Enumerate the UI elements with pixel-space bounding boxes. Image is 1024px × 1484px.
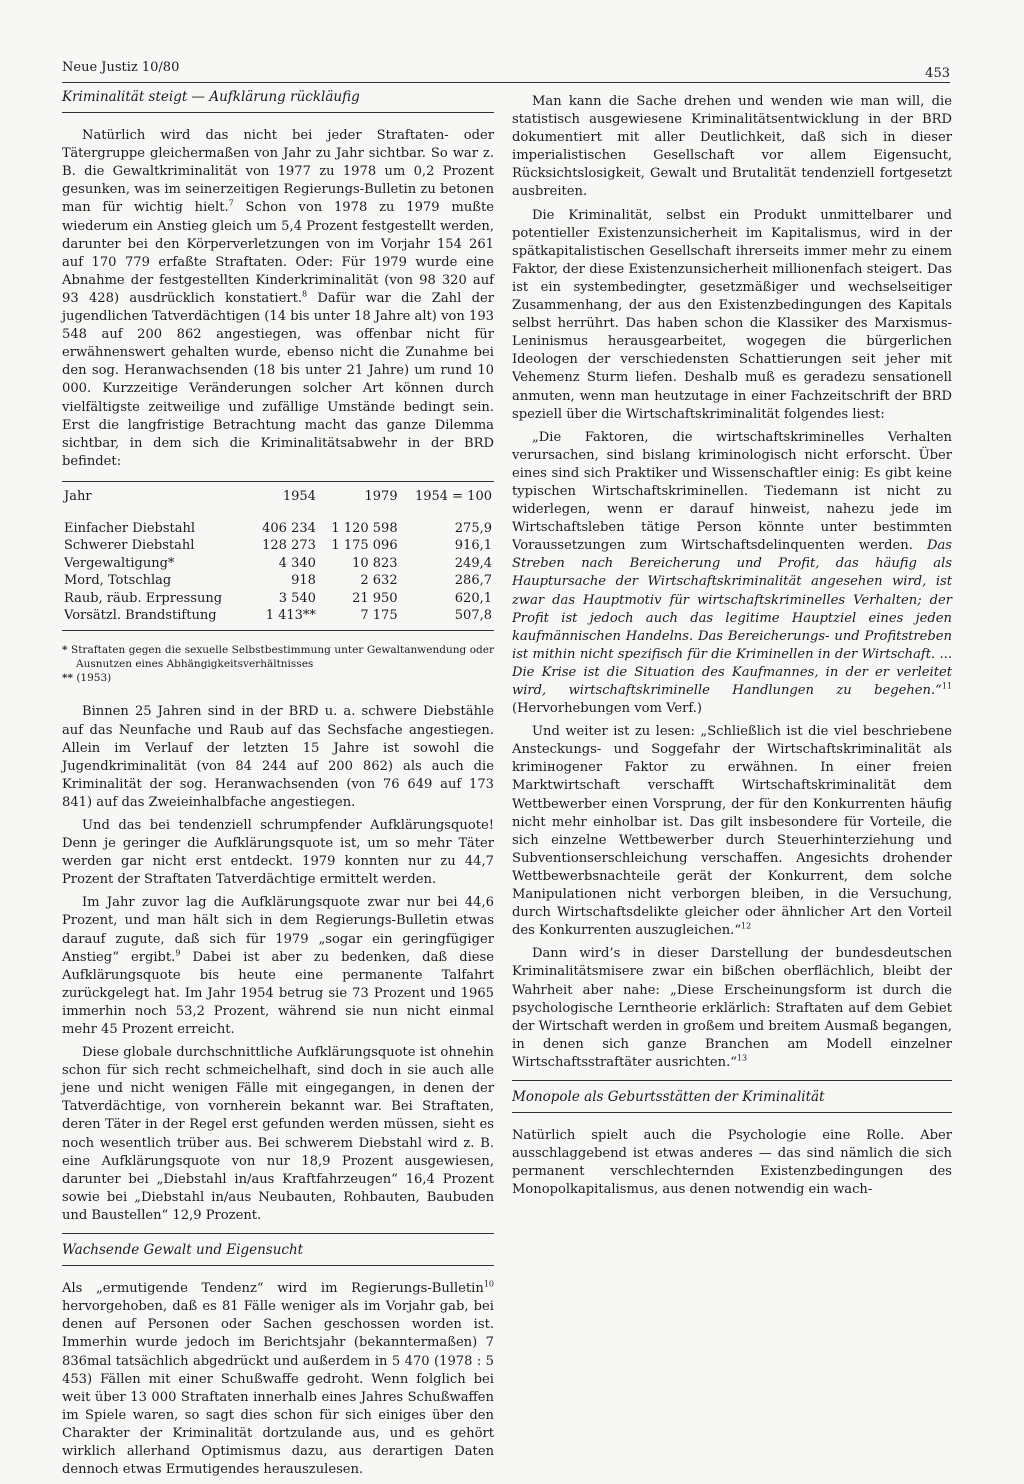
column-header: 1979 — [364, 488, 398, 504]
footnote-ref: 10 — [483, 1279, 494, 1289]
table-cell: 1 413** — [265, 608, 316, 623]
table-cell: 406 234 — [262, 520, 316, 536]
table-cell: 7 175 — [360, 608, 398, 623]
table-header-row — [62, 481, 494, 520]
table-cell: 275,9 — [454, 520, 492, 536]
footnote-ref: 9 — [175, 948, 181, 958]
table-cell: 21 950 — [352, 590, 398, 606]
table-cell: 1 175 096 — [331, 538, 398, 554]
table-cell: Einfacher Diebstahl — [64, 520, 196, 536]
table-cell: 918 — [291, 573, 316, 589]
column-header: 1954 — [282, 488, 316, 504]
table-row — [62, 590, 494, 607]
paragraph: Binnen 25 Jahren sind in der BRD u. a. schwere Diebstähle auf das Neunfache und Raub auf das Sechsfache angestiegen. Allein im Verlauf der letzten 15 Jahre ist sowohl die Jugendkriminalität (von 84 244 auf 200 862) als auch die Kriminalität der sog. Heranwachsenden (von 76 649 auf 173 841) auf das Zweieinhalbfache angestiegen. — [62, 704, 494, 810]
table-cell: Vergewaltigung* — [64, 555, 175, 571]
paragraph: Und das bei tendenziell schrumpfender Aufklärungsquote! Denn je geringer die Aufklärungsquote ist, um so mehr Täter werden gar nicht erst entdeckt. 1979 konnten nur zu 44,7 Prozent der Straftaten Tatverdächtige ermittelt werden. — [62, 817, 494, 888]
table-cell: Schwerer Diebstahl — [64, 538, 195, 554]
paragraph: Die Kriminalität, selbst ein Produkt unmittelbarer und potentieller Existenzunsicherheit im Kapitalismus, wird in der spätkapitalistischen Gesellschaft ihrerseits immer mehr zu einem Faktor, der diese Existenzunsicherheit millionenfach steigert. Das ist ein systembedingter, gesetzmäßiger und wechselseitiger Zusammenhang, der aus den Existenzbedingungen des Kapitals selbst herrührt. Das haben schon die Klassiker des Marxismus-Leninismus herausgearbeitet, wogegen die bürgerlichen Ideologen der verschiedensten Schattierungen seit jeher mit Vehemenz Sturm liefen. Deshalb muß es geradezu sensationell anmuten, wenn man heutzutage in einer Fachzeitschrift der BRD speziell über die Wirtschaftskriminalität folgendes liest: — [512, 207, 952, 422]
footnote-ref: 8 — [302, 289, 308, 299]
table-cell: Mord, Totschlag — [64, 573, 172, 589]
paragraph: Und weiter ist zu lesen: „Schließlich ist die viel beschriebene Ansteckungs- und Soggefahr der Wirtschaftskriminalität als krimінogener Faktor zu erwähnen. In einer freien Marktwirtschaft verschafft Wirtschaftskriminalität dem Wettbewerber einen Vorsprung, der für den Konkurrenten häufig nicht mehr einholbar ist. Das gilt insbesondere für Vorteile, die sich einzelne Wettbewerber durch Steuerhinterziehung und Subventionserschleichung verschaffen. Angesichts drohender Wettbewerbsnachteile gerät der Konkurrent, dem solche Manipulationen nicht verborgen bleiben, in die Versuchung, durch Wirtschaftsdelikte gleicher oder ähnlicher Art den Vorteil des Konkurrenten auszugleichen.“$^{12}$ — [512, 724, 952, 939]
section-heading-2: Wachsende Gewalt und Eigensucht — [62, 1233, 494, 1266]
column-header: Jahr — [64, 488, 92, 504]
page-number: 453 — [925, 66, 950, 81]
column-header: 1954 = 100 — [414, 488, 492, 504]
footnote-ref: 12 — [741, 921, 752, 931]
table-cell: 620,1 — [454, 590, 492, 606]
footnote-ref: 13 — [736, 1053, 748, 1063]
table-cell: Vorsätzl. Brandstiftung — [64, 608, 217, 623]
paragraph: Im Jahr zuvor lag die Aufklärungsquote zwar nur bei 44,6 Prozent, und man hält sich in dem Regierungs-Bulletin etwas darauf zugute, daß sich für 1979 „sogar ein geringfügiger Anstieg“ ergibt.$^9$ Dabei ist aber zu bedenken, daß diese Aufklärungsquote bis heute eine permanente Talfahrt zurückgelegt hat. Im Jahr 1954 betrug sie 73 Prozent und 1965 immerhin noch 53,2 Prozent, während sie nun nicht einmal mehr 45 Prozent erreicht. — [62, 895, 494, 1037]
table-cell: 2 632 — [360, 573, 398, 589]
table-cell: 1 120 598 — [331, 520, 398, 536]
table-row — [62, 537, 494, 554]
table-cell: 3 540 — [278, 590, 316, 606]
table-cell: 916,1 — [454, 538, 492, 554]
table-row — [62, 607, 494, 631]
table-cell: 286,7 — [454, 573, 492, 589]
footnote: ** (1953) — [62, 672, 112, 685]
table-cell: 507,8 — [454, 608, 492, 623]
section-heading-3: Monopole als Geburtsstätten der Kriminalität — [512, 1080, 952, 1113]
quotation: „Die Faktoren, die wirtschaftskriminelles Verhalten verursachen, sind bislang kriminologisch nicht erforscht. Über eines sind sich Praktiker und Wissenschaftler einig: Es gibt keine typischen Wirtschaftskriminellen. Tiedemann ist nicht zu widerlegen, wenn er darauf hinweist, nahezu jede im Wirtschaftsleben tätige Person könnte unter bestimmten Voraussetzungen zum Wirtschaftsdelinquenten werden. Das Streben nach Bereicherung und Profit, das häufig als Hauptursache der Wirtschaftskriminalität angesehen wird, ist zwar das Hauptmotiv für wirtschaftskriminelles Verhalten; der Profit ist jedoch auch das legitime Hauptziel eines jeden kaufmännischen Handelns. Das Bereicherungs- und Profitstreben ist mithin nicht spezifisch für die Kriminellen in der Wirtschaft. ... Die Krise ist die Situation des Kaufmannes, in der er verleitet wird, wirtschaftskriminelle Handlungen zu begehen.“$^{11}$ (Hervorhebungen vom Verf.) — [512, 429, 952, 717]
table-row — [62, 555, 494, 572]
paragraph: Natürlich spielt auch die Psychologie eine Rolle. Aber ausschlaggebend ist etwas anderes — das sind nämlich die sich permanent verschlechternden Existenzbedingungen des Monopolkapitalismus, aus denen notwendig ein wach- — [512, 1128, 952, 1198]
crime-statistics-table — [62, 481, 494, 632]
footnote: * Straftaten gegen die sexuelle Selbstbestimmung unter Gewaltanwendung oder Ausnutzen eines Abhängigkeitsverhältnisses — [62, 644, 494, 671]
paragraph: Natürlich wird das nicht bei jeder Straftaten- oder Tätergruppe gleichermaßen von Jahr zu Jahr sichtbar. So war z. B. die Gewaltkriminalität von 1977 zu 1978 um 0,2 Prozent gesunken, was im seinerzeitigen Regierungs-Bulletin zu betonen man für wichtig hielt.$^7$ Schon von 1978 zu 1979 mußte wiederum ein Anstieg gleich um 5,4 Prozent festgestellt werden, darunter bei den Körperverletzungen von im Vorjahr 154 261 auf 170 779 erfaßte Straftaten. Oder: Für 1979 wurde eine Abnahme der festgestellten Kinderkriminalität (von 98 320 auf 93 428) ausdrücklich konstatiert.$^8$ Dafür war die Zahl der jugendlichen Tatverdächtigen (14 bis unter 18 Jahre alt) von 193 548 auf 200 862 angestiegen, was offenbar nicht für erwähnenswert gehalten wurde, ebenso nicht die Zunahme bei den sog. Heranwachsenden (18 bis unter 21 Jahre) um rund 10 000. Kurzzeitige Veränderungen solcher Art können durch vielfältigste zeitweilige und zufällige Umstände bedingt sein. Erst die langfristige Betrachtung macht das ganze Dilemma sichtbar, in dem sich die Kriminalitätsabwehr in der BRD befindet: — [62, 128, 495, 469]
left-column — [62, 86, 494, 1484]
paragraph: Dann wird’s in dieser Darstellung der bundesdeutschen Kriminalitätsmisere zwar ein bißchen oberflächlich, bleibt der Wahrheit aber nahe: „Diese Erscheinungsform ist durch die psychologische Lerntheorie erklärlich: Straftaten auf dem Gebiet der Wirtschaft werden in großem und breitem Ausmaß begangen, in denen sich ganze Branchen am Modell einzelner Wirtschaftsstraftäter ausrichten.“$^{13}$ — [512, 946, 952, 1070]
table-cell: Raub, räub. Erpressung — [64, 590, 223, 606]
right-column — [512, 93, 952, 1204]
section-heading-1: Kriminalität steigt — Aufklärung rückläufig — [62, 86, 494, 113]
table-row — [62, 572, 494, 589]
table-footnotes — [62, 643, 494, 685]
table-row — [62, 520, 494, 537]
table-cell: 4 340 — [278, 555, 316, 571]
table-cell: 128 273 — [262, 538, 316, 554]
table-cell: 10 823 — [352, 555, 398, 571]
page-header — [62, 60, 950, 83]
footnote-ref: 7 — [228, 199, 234, 209]
paragraph: Als „ermutigende Tendenz“ wird im Regierungs-Bulletin$^{10}$ hervorgehoben, daß es 81 Fälle weniger als im Vorjahr gab, bei denen auf Personen oder Sachen geschossen worden ist. Immerhin wurde jedoch im Berichtsjahr (bekanntermaßen) 7 836mal tatsächlich abgedrückt und außerdem in 5 470 (1978 : 5 453) Fällen mit einer Schußwaffe gedroht. Wenn folglich bei weit über 13 000 Straftaten innerhalb eines Jahres Schußwaffen im Spiele waren, so sagt dies schon für sich einiges über den Charakter der Kriminalität dortzulande aus, und es gehört wirklich allerhand Optimismus dazu, aus derartigen Daten dennoch etwas Ermutigendes herauszulesen. — [62, 1279, 494, 1478]
paragraph: Man kann die Sache drehen und wenden wie man will, die statistisch ausgewiesene Kriminalitätsentwicklung in der BRD dokumentiert mit aller Deutlichkeit, daß sich in dieser imperialistischen Gesellschaft vor allem Eigensucht, Rücksichtslosigkeit, Gewalt und Brutalität tendenziell fortgesetzt ausbreiten. — [512, 94, 952, 200]
paragraph: Diese globale durchschnittliche Aufklärungsquote ist ohnehin schon für sich recht schmeichelhaft, sind doch in sie auch alle jene und nicht wenigen Fälle mit eingegangen, in denen der Tatverdächtige, von vornherein bekannt war. Bei Straftaten, deren Täter in der Regel erst gefunden werden müssen, sieht es noch wesentlich trüber aus. Bei schwerem Diebstahl wird z. B. eine Aufklärungsquote von nur 18,9 Prozent ausgewiesen, darunter bei „Diebstahl in/aus Kraftfahrzeugen“ 16,4 Prozent sowie bei „Diebstahl in/aus Neubauten, Rohbauten, Baubuden und Baustellen“ 12,9 Prozent. — [62, 1045, 494, 1223]
footnote-ref: 11 — [941, 681, 952, 691]
table-cell: 249,4 — [454, 555, 492, 571]
journal-issue: Neue Justiz 10/80 — [62, 60, 180, 75]
